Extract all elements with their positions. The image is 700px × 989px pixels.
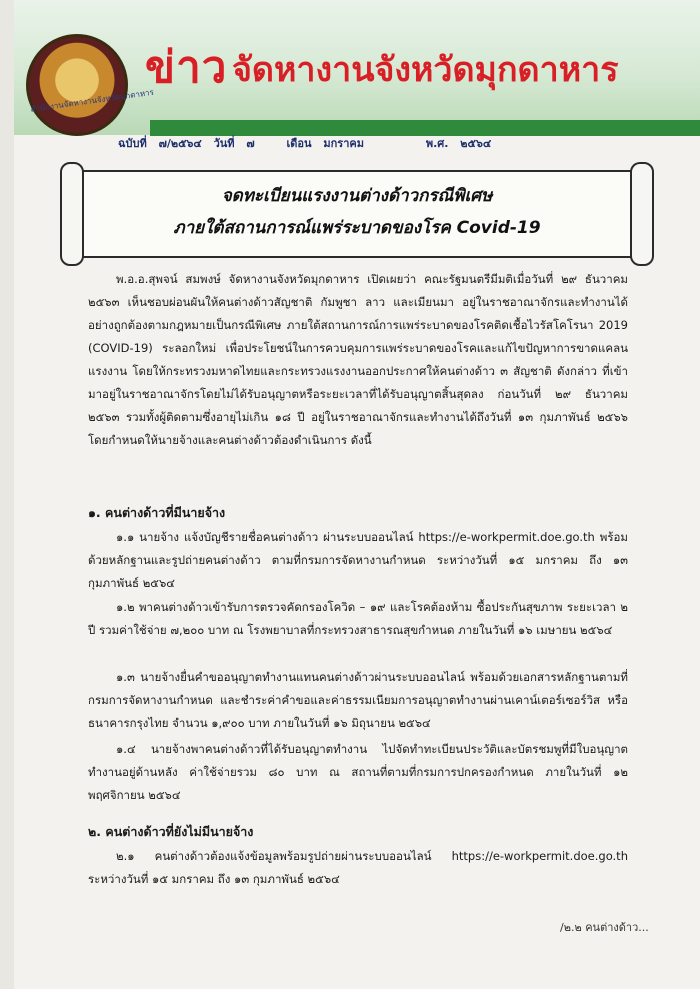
section-1-item-3 [88,666,628,735]
brand-title: ข่าว [145,42,228,93]
seal-ring-text: สำนักงานจัดหางานจังหวัดมุกดาหาร [29,87,155,114]
continuation-note: /๒.๒ คนต่างด้าว... [560,921,649,934]
item-text: ๑.๔ นายจ้างพาคนต่างด้าวที่ได้รับอนุญาตทำงาน ไปจัดทำทะเบียนประวัติและบัตรชมพูที่มีใบอนุญาตทำงานอยู่ด้านหลัง ค่าใช้จ่ายรวม ๘๐ บาท ณ สถานที่ตามที่กรมการปกครองกำหนด ภายในวันที่ ๑๒ พฤศจิกายน ๒๕๖๔ [88,742,628,802]
day-label: วันที่ [213,137,235,150]
title-line-1: จดทะเบียนแรงงานต่างด้าวกรณีพิเศษ [221,186,493,206]
month-label: เดือน [286,137,312,150]
year-value: ๒๕๖๔ [460,137,492,150]
day-value: ๗ [246,137,255,150]
org-title: จัดหางานจังหวัดมุกดาหาร [232,50,619,90]
month-value: มกราคม [323,137,364,150]
section-1-item-4 [88,738,628,807]
section-1-item-1 [88,526,628,595]
section-1-heading: ๑. คนต่างด้าวที่มีนายจ้าง [88,505,226,520]
issue-value: ๗/๒๕๖๔ [158,137,202,150]
intro-text: พ.อ.อ.สุพจน์ สมพงษ์ จัดหางานจังหวัดมุกดาหาร เปิดเผยว่า คณะรัฐมนตรีมีมติเมื่อวันที่ ๒๙ ธันวาคม ๒๕๖๓ เห็นชอบผ่อนผันให้คนต่างด้าวสัญชาติ กัมพูชา ลาว และเมียนมา อยู่ในราชอาณาจักรและทำงานได้อย่างถูกต้องตามกฎหมายเป็นกรณีพิเศษ ภายใต้สถานการณ์การแพร่ระบาดของโรคติดเชื้อไวรัสโคโรนา 2019 (COVID-19) ระลอกใหม่ เพื่อประโยชน์ในการควบคุมการแพร่ระบาดของโรคและแก้ไขปัญหาการขาดแคลนแรงงาน โดยให้กระทรวงมหาดไทยและกระทรวงแรงงานออกประกาศให้คนต่างด้าว ๓ สัญชาติ ดังกล่าว ที่เข้ามาอยู่ในราชอาณาจักรโดยไม่ได้รับอนุญาตหรือระยะเวลาที่ได้รับอนุญาตสิ้นสุดลง ก่อนวันที่ ๒๙ ธันวาคม ๒๕๖๓ รวมทั้งผู้ติดตามซึ่งอายุไม่เกิน ๑๘ ปี อยู่ในราชอาณาจักรและทำงานได้ถึงวันที่ ๑๓ กุมภาพันธ์ ๒๕๖๖ โดยกำหนดให้นายจ้างและคนต่างด้าวต้องดำเนินการ ดังนี้ [88,272,628,447]
item-text: ๑.๑ นายจ้าง แจ้งบัญชีรายชื่อคนต่างด้าว ผ่านระบบออนไลน์ https://e-workpermit.doe.go.th พร้อมด้วยหลักฐานและรูปถ่ายคนต่างด้าว ตามที่กรมการจัดหางานกำหนด ระหว่างวันที่ ๑๕ มกราคม ถึง ๑๓ กุมภาพันธ์ ๒๕๖๔ [88,530,628,590]
department-seal-icon [26,34,128,136]
title-scroll [70,170,644,258]
section-2-item-1 [88,845,628,891]
item-text: ๒.๑ คนต่างด้าวต้องแจ้งข้อมูลพร้อมรูปถ่ายผ่านระบบออนไลน์ https://e-workpermit.doe.go.th ระหว่างวันที่ ๑๕ มกราคม ถึง ๑๓ กุมภาพันธ์ ๒๕๖๔ [88,849,628,886]
item-text: ๑.๒ พาคนต่างด้าวเข้ารับการตรวจคัดกรองโควิด – ๑๙ และโรคต้องห้าม ซื้อประกันสุขภาพ ระยะเวลา ๒ ปี รวมค่าใช้จ่าย ๗,๒๐๐ บาท ณ โรงพยาบาลที่กระทรวงสาธารณสุขกำหนด ภายในวันที่ ๑๖ เมษายน ๒๕๖๔ [88,600,628,637]
page-edge [0,0,14,989]
item-text: ๑.๓ นายจ้างยื่นคำขออนุญาตทำงานแทนคนต่างด้าวผ่านระบบออนไลน์ พร้อมด้วยเอกสารหลักฐานตามที่กรมการจัดหางานกำหนด และชำระค่าคำขอและค่าธรรมเนียมการอนุญาตทำงานผ่านเคาน์เตอร์เซอร์วิส หรือธนาคารกรุงไทย จำนวน ๑,๙๐๐ บาท ภายในวันที่ ๑๖ มิถุนายน ๒๕๖๔ [88,670,628,730]
section-1-item-2 [88,596,628,642]
issue-label: ฉบับที่ [118,137,147,150]
title-line-2: ภายใต้สถานการณ์แพร่ระบาดของโรค Covid-19 [173,218,541,238]
year-label: พ.ศ. [425,137,449,150]
intro-paragraph [88,268,628,452]
section-2-heading: ๒. คนต่างด้าวที่ยังไม่มีนายจ้าง [88,824,254,839]
issue-row [118,134,499,152]
